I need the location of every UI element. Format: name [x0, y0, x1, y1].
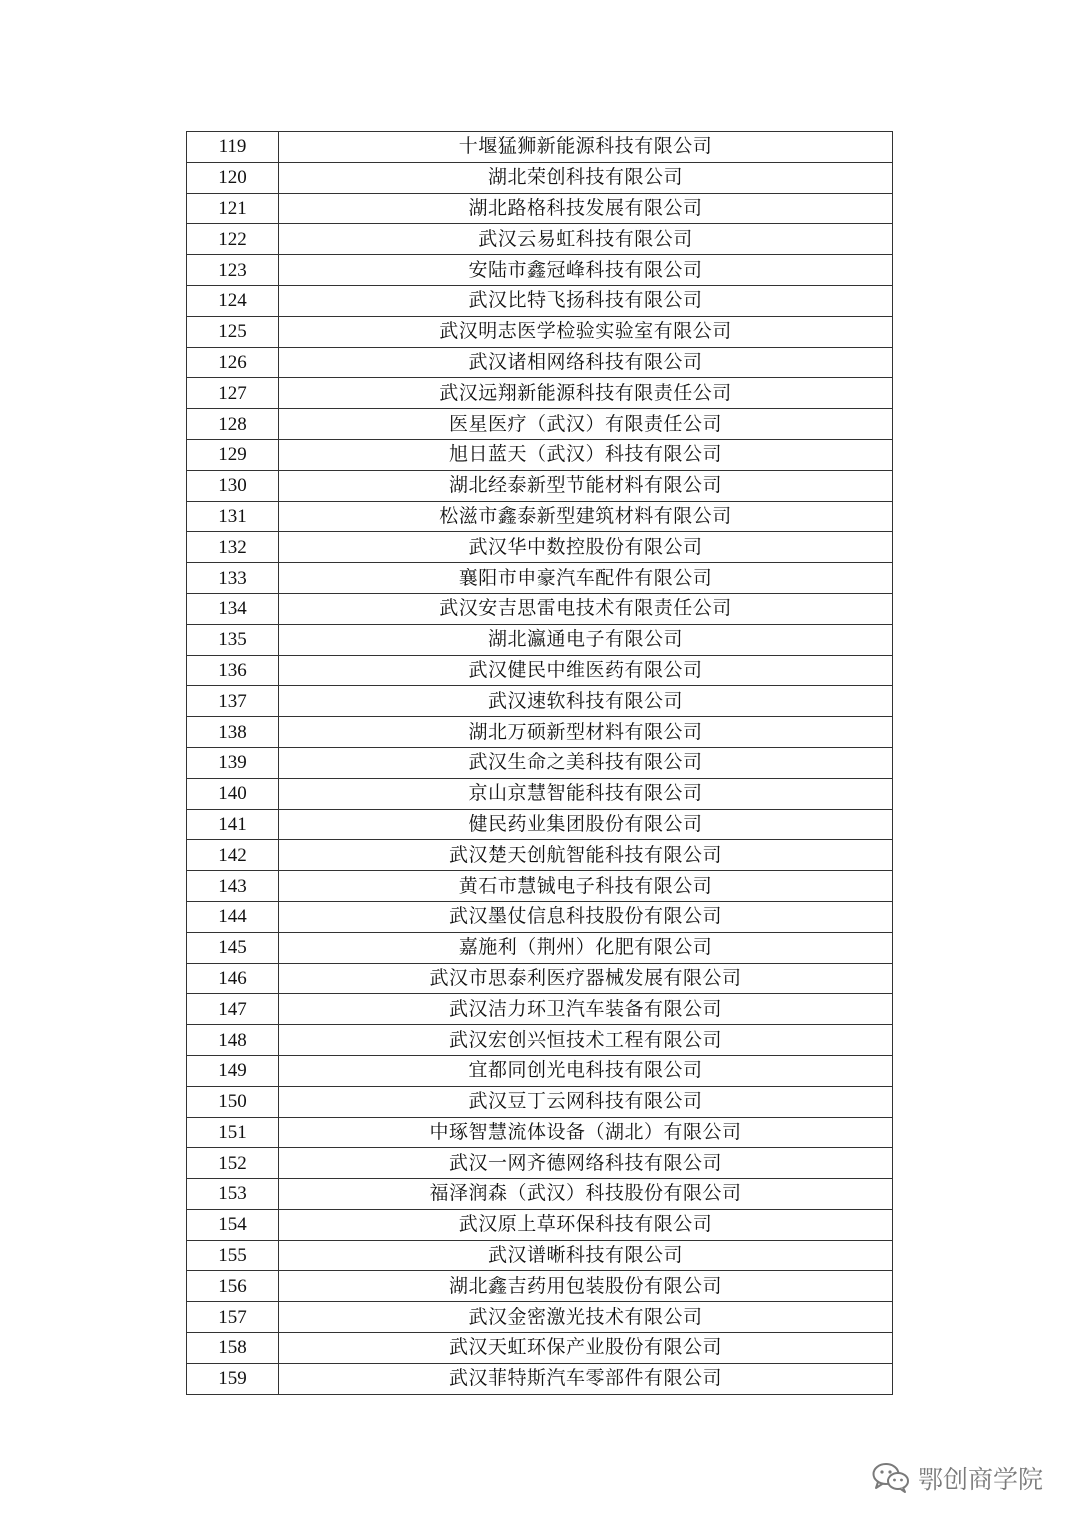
company-name: 湖北路格科技发展有限公司 — [279, 193, 893, 224]
company-name: 湖北经泰新型节能材料有限公司 — [279, 470, 893, 501]
company-name: 嘉施利（荆州）化肥有限公司 — [279, 932, 893, 963]
row-number: 132 — [187, 532, 279, 563]
company-name: 武汉华中数控股份有限公司 — [279, 532, 893, 563]
table-row — [187, 871, 893, 902]
company-name: 武汉原上草环保科技有限公司 — [279, 1209, 893, 1240]
company-name: 旭日蓝天（武汉）科技有限公司 — [279, 439, 893, 470]
company-name: 武汉洁力环卫汽车装备有限公司 — [279, 994, 893, 1025]
row-number: 137 — [187, 686, 279, 717]
row-number: 130 — [187, 470, 279, 501]
row-number: 155 — [187, 1240, 279, 1271]
company-name: 健民药业集团股份有限公司 — [279, 809, 893, 840]
table-row — [187, 1055, 893, 1086]
watermark-text: 鄂创商学院 — [918, 1465, 1044, 1494]
row-number: 144 — [187, 901, 279, 932]
company-name: 武汉诸相网络科技有限公司 — [279, 347, 893, 378]
row-number: 129 — [187, 439, 279, 470]
row-number: 134 — [187, 593, 279, 624]
row-number: 139 — [187, 747, 279, 778]
table-row — [187, 686, 893, 717]
table-row — [187, 285, 893, 316]
company-name: 武汉一网齐德网络科技有限公司 — [279, 1148, 893, 1179]
row-number: 154 — [187, 1209, 279, 1240]
company-name: 武汉金密激光技术有限公司 — [279, 1302, 893, 1333]
table-row — [187, 655, 893, 686]
row-number: 128 — [187, 409, 279, 440]
table-row — [187, 378, 893, 409]
table-row — [187, 501, 893, 532]
company-name: 武汉明志医学检验实验室有限公司 — [279, 316, 893, 347]
row-number: 133 — [187, 563, 279, 594]
table-row — [187, 439, 893, 470]
row-number: 131 — [187, 501, 279, 532]
table-row — [187, 1363, 893, 1394]
row-number: 146 — [187, 963, 279, 994]
table-row — [187, 347, 893, 378]
table-row — [187, 901, 893, 932]
table-row — [187, 778, 893, 809]
row-number: 135 — [187, 624, 279, 655]
table-row — [187, 132, 893, 163]
table-row — [187, 932, 893, 963]
table-row — [187, 1333, 893, 1364]
company-list-table — [186, 131, 893, 1395]
table-row — [187, 624, 893, 655]
row-number: 158 — [187, 1333, 279, 1364]
company-name: 襄阳市申豪汽车配件有限公司 — [279, 563, 893, 594]
row-number: 126 — [187, 347, 279, 378]
company-list-body — [187, 132, 893, 1395]
table-row — [187, 255, 893, 286]
row-number: 145 — [187, 932, 279, 963]
table-row — [187, 470, 893, 501]
table-row — [187, 1271, 893, 1302]
company-name: 黄石市慧铖电子科技有限公司 — [279, 871, 893, 902]
company-name: 医星医疗（武汉）有限责任公司 — [279, 409, 893, 440]
row-number: 159 — [187, 1363, 279, 1394]
table-row — [187, 193, 893, 224]
company-name: 武汉安吉思雷电技术有限责任公司 — [279, 593, 893, 624]
company-name: 湖北瀛通电子有限公司 — [279, 624, 893, 655]
row-number: 136 — [187, 655, 279, 686]
company-name: 京山京慧智能科技有限公司 — [279, 778, 893, 809]
row-number: 138 — [187, 717, 279, 748]
table-row — [187, 1302, 893, 1333]
company-name: 武汉生命之美科技有限公司 — [279, 747, 893, 778]
table-row — [187, 1240, 893, 1271]
company-name: 武汉楚天创航智能科技有限公司 — [279, 840, 893, 871]
table-row — [187, 224, 893, 255]
table-row — [187, 809, 893, 840]
company-name: 武汉菲特斯汽车零部件有限公司 — [279, 1363, 893, 1394]
row-number: 156 — [187, 1271, 279, 1302]
row-number: 148 — [187, 1025, 279, 1056]
table-row — [187, 162, 893, 193]
table-row — [187, 963, 893, 994]
company-name: 武汉宏创兴恒技术工程有限公司 — [279, 1025, 893, 1056]
table-row — [187, 717, 893, 748]
company-name: 松滋市鑫泰新型建筑材料有限公司 — [279, 501, 893, 532]
company-name: 湖北荣创科技有限公司 — [279, 162, 893, 193]
company-name: 武汉云易虹科技有限公司 — [279, 224, 893, 255]
company-name: 武汉谱晰科技有限公司 — [279, 1240, 893, 1271]
row-number: 140 — [187, 778, 279, 809]
row-number: 125 — [187, 316, 279, 347]
table-row — [187, 409, 893, 440]
company-name: 中琢智慧流体设备（湖北）有限公司 — [279, 1117, 893, 1148]
row-number: 127 — [187, 378, 279, 409]
row-number: 143 — [187, 871, 279, 902]
company-name: 十堰猛狮新能源科技有限公司 — [279, 132, 893, 163]
table-row — [187, 593, 893, 624]
company-name: 武汉豆丁云网科技有限公司 — [279, 1086, 893, 1117]
company-name: 武汉远翔新能源科技有限责任公司 — [279, 378, 893, 409]
table-row — [187, 1148, 893, 1179]
row-number: 122 — [187, 224, 279, 255]
company-name: 武汉比特飞扬科技有限公司 — [279, 285, 893, 316]
row-number: 121 — [187, 193, 279, 224]
table-row — [187, 316, 893, 347]
row-number: 119 — [187, 132, 279, 163]
wechat-icon — [872, 1462, 910, 1494]
company-name: 武汉健民中维医药有限公司 — [279, 655, 893, 686]
row-number: 149 — [187, 1055, 279, 1086]
company-name: 宜都同创光电科技有限公司 — [279, 1055, 893, 1086]
table-row — [187, 1179, 893, 1210]
company-name: 武汉墨仗信息科技股份有限公司 — [279, 901, 893, 932]
table-row — [187, 1209, 893, 1240]
table-row — [187, 840, 893, 871]
row-number: 120 — [187, 162, 279, 193]
company-name: 湖北万硕新型材料有限公司 — [279, 717, 893, 748]
row-number: 153 — [187, 1179, 279, 1210]
row-number: 150 — [187, 1086, 279, 1117]
row-number: 151 — [187, 1117, 279, 1148]
watermark — [872, 1458, 1043, 1498]
company-name: 安陆市鑫冠峰科技有限公司 — [279, 255, 893, 286]
table-row — [187, 1117, 893, 1148]
row-number: 142 — [187, 840, 279, 871]
company-name: 武汉速软科技有限公司 — [279, 686, 893, 717]
row-number: 124 — [187, 285, 279, 316]
row-number: 147 — [187, 994, 279, 1025]
table-row — [187, 1086, 893, 1117]
table-row — [187, 532, 893, 563]
company-name: 武汉市思泰利医疗器械发展有限公司 — [279, 963, 893, 994]
table-row — [187, 1025, 893, 1056]
company-name: 湖北鑫吉药用包装股份有限公司 — [279, 1271, 893, 1302]
table-row — [187, 563, 893, 594]
company-name: 武汉天虹环保产业股份有限公司 — [279, 1333, 893, 1364]
row-number: 123 — [187, 255, 279, 286]
table-row — [187, 994, 893, 1025]
row-number: 141 — [187, 809, 279, 840]
table-row — [187, 747, 893, 778]
row-number: 157 — [187, 1302, 279, 1333]
row-number: 152 — [187, 1148, 279, 1179]
company-name: 福泽润森（武汉）科技股份有限公司 — [279, 1179, 893, 1210]
